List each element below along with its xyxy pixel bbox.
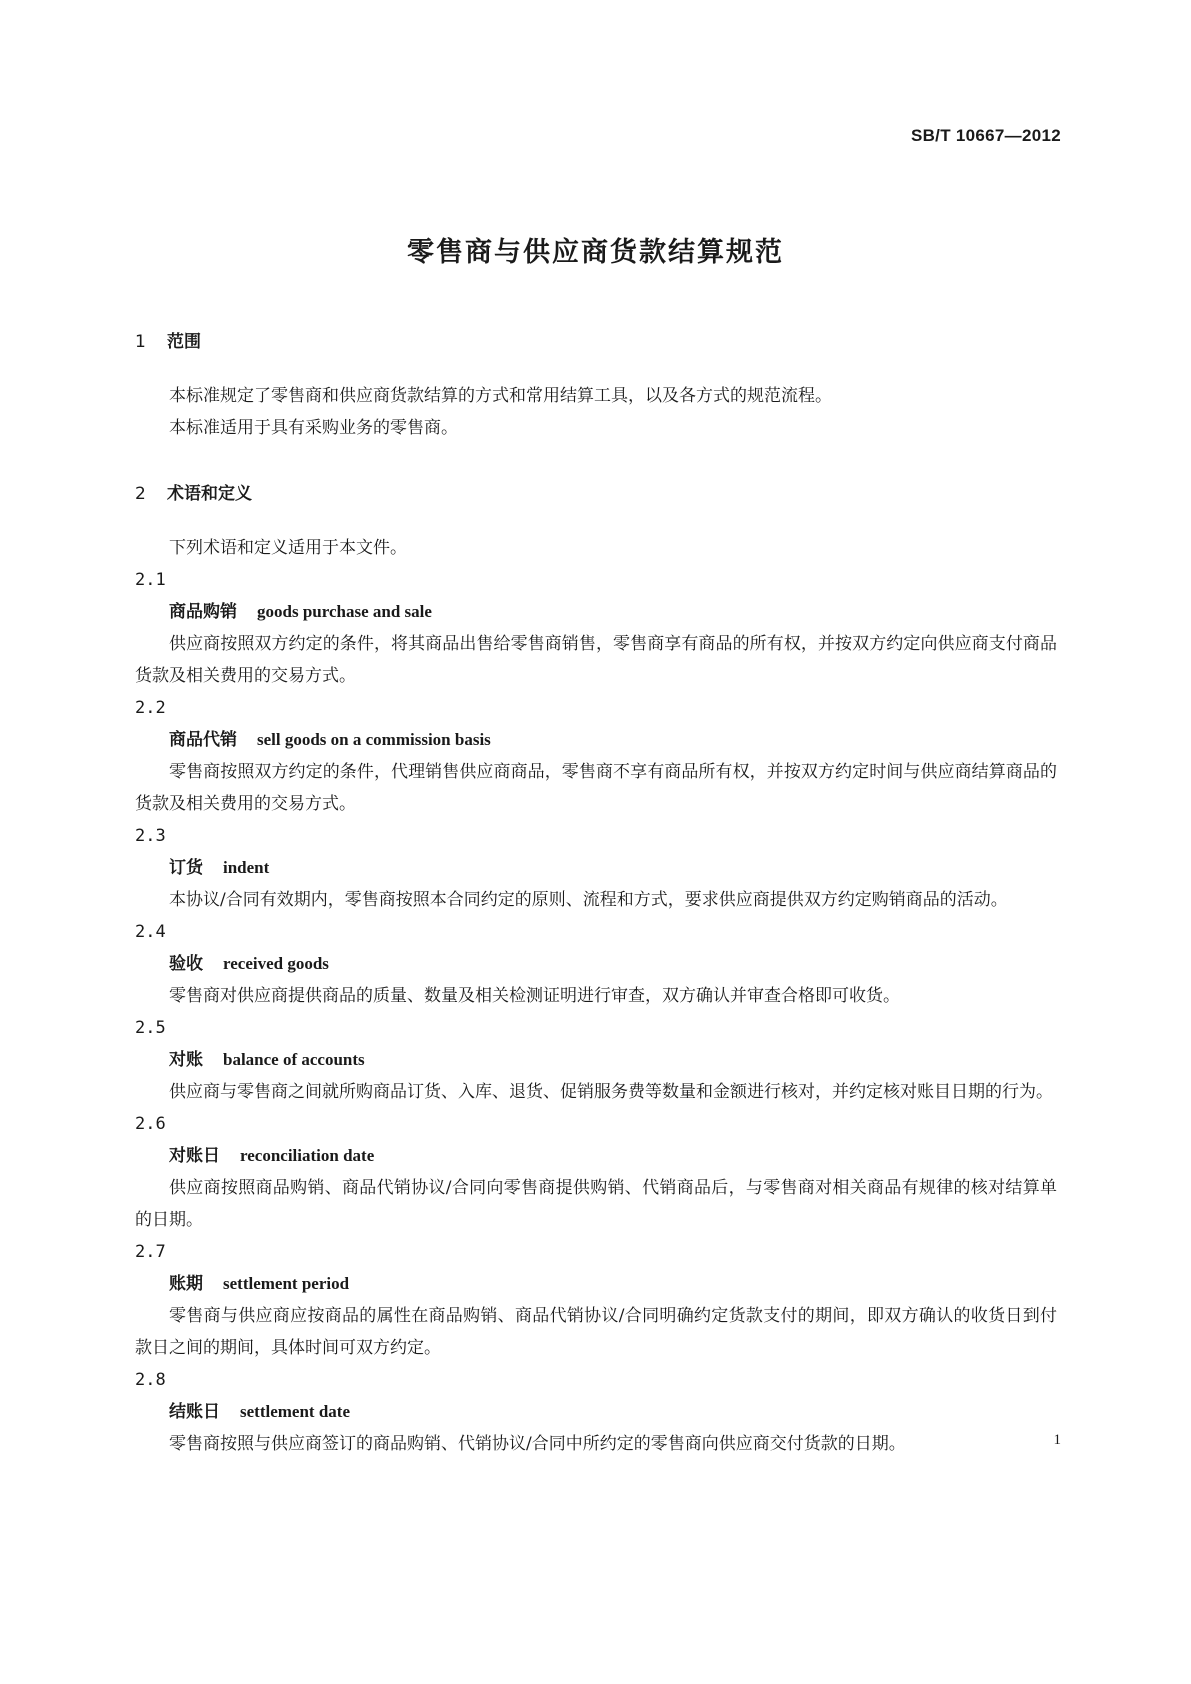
term-name-zh: 验收 bbox=[169, 954, 203, 974]
term-name bbox=[135, 1140, 1057, 1172]
term-definition: 零售商按照双方约定的条件，代理销售供应商商品，零售商不享有商品所有权，并按双方约定时间与供应商结算商品的货款及相关费用的交易方式。 bbox=[135, 762, 1057, 814]
document-title: 零售商与供应商货款结算规范 bbox=[407, 237, 784, 268]
term-entry bbox=[135, 916, 1057, 1012]
section-title: 术语和定义 bbox=[167, 484, 252, 504]
term-name-en: indent bbox=[223, 858, 270, 877]
term-number: 2.4 bbox=[135, 922, 166, 942]
term-number: 2.6 bbox=[135, 1114, 166, 1134]
term-name-zh: 对账 bbox=[169, 1050, 203, 1070]
term-name bbox=[135, 1396, 1057, 1428]
term-name-en: settlement date bbox=[240, 1402, 350, 1421]
term-number: 2.2 bbox=[135, 698, 166, 718]
section-number: 1 bbox=[135, 332, 146, 352]
term-name-en: received goods bbox=[223, 954, 329, 973]
term-name-zh: 账期 bbox=[169, 1274, 203, 1294]
term-number: 2.5 bbox=[135, 1018, 166, 1038]
term-name-en: sell goods on a commission basis bbox=[257, 730, 491, 749]
section-scope bbox=[135, 330, 1057, 444]
term-name-en: balance of accounts bbox=[223, 1050, 365, 1069]
term-name-zh: 订货 bbox=[169, 858, 203, 878]
term-definition: 本协议/合同有效期内，零售商按照本合同约定的原则、流程和方式，要求供应商提供双方约定购销商品的活动。 bbox=[169, 890, 1008, 910]
term-name bbox=[135, 1044, 1057, 1076]
section-intro: 下列术语和定义适用于本文件。 bbox=[169, 538, 407, 558]
term-name bbox=[135, 724, 1057, 756]
term-number: 2.8 bbox=[135, 1370, 166, 1390]
term-name bbox=[135, 852, 1057, 884]
term-name bbox=[135, 1268, 1057, 1300]
term-entry bbox=[135, 1364, 1057, 1460]
term-number: 2.3 bbox=[135, 826, 166, 846]
term-definition: 供应商按照商品购销、商品代销协议/合同向零售商提供购销、代销商品后，与零售商对相关商品有规律的核对结算单的日期。 bbox=[135, 1178, 1057, 1230]
term-name-en: settlement period bbox=[223, 1274, 350, 1293]
term-entry bbox=[135, 692, 1057, 820]
term-entry bbox=[135, 564, 1057, 692]
term-entry bbox=[135, 1108, 1057, 1236]
page-number: 1 bbox=[1053, 1432, 1061, 1448]
paragraph: 本标准规定了零售商和供应商货款结算的方式和常用结算工具，以及各方式的规范流程。 bbox=[169, 386, 832, 406]
term-entry bbox=[135, 1012, 1057, 1108]
term-name-zh: 商品代销 bbox=[169, 730, 237, 750]
section-heading bbox=[135, 330, 1057, 354]
term-name-zh: 结账日 bbox=[169, 1402, 220, 1422]
term-entry bbox=[135, 1236, 1057, 1364]
term-definition: 供应商与零售商之间就所购商品订货、入库、退货、促销服务费等数量和金额进行核对，并约定核对账目日期的行为。 bbox=[169, 1082, 1053, 1102]
standard-code: SB/T 10667—2012 bbox=[910, 126, 1061, 145]
term-number: 2.7 bbox=[135, 1242, 166, 1262]
section-number: 2 bbox=[135, 484, 146, 504]
term-definition: 零售商按照与供应商签订的商品购销、代销协议/合同中所约定的零售商向供应商交付货款的日期。 bbox=[169, 1434, 906, 1454]
term-name-en: goods purchase and sale bbox=[257, 602, 432, 621]
term-definition: 零售商对供应商提供商品的质量、数量及相关检测证明进行审查，双方确认并审查合格即可收货。 bbox=[169, 986, 900, 1006]
term-entry bbox=[135, 820, 1057, 916]
term-number: 2.1 bbox=[135, 570, 166, 590]
paragraph: 本标准适用于具有采购业务的零售商。 bbox=[169, 418, 458, 438]
term-name-en: reconciliation date bbox=[240, 1146, 375, 1165]
term-name bbox=[135, 948, 1057, 980]
section-terms bbox=[135, 482, 1057, 1460]
term-definition: 供应商按照双方约定的条件，将其商品出售给零售商销售，零售商享有商品的所有权，并按双方约定向供应商支付商品货款及相关费用的交易方式。 bbox=[135, 634, 1057, 686]
section-title: 范围 bbox=[167, 332, 201, 352]
term-name bbox=[135, 596, 1057, 628]
term-definition: 零售商与供应商应按商品的属性在商品购销、商品代销协议/合同明确约定货款支付的期间，即双方确认的收货日到付款日之间的期间，具体时间可双方约定。 bbox=[135, 1306, 1057, 1358]
term-name-zh: 商品购销 bbox=[169, 602, 237, 622]
section-heading bbox=[135, 482, 1057, 506]
document-body bbox=[135, 330, 1057, 1460]
term-name-zh: 对账日 bbox=[169, 1146, 220, 1166]
